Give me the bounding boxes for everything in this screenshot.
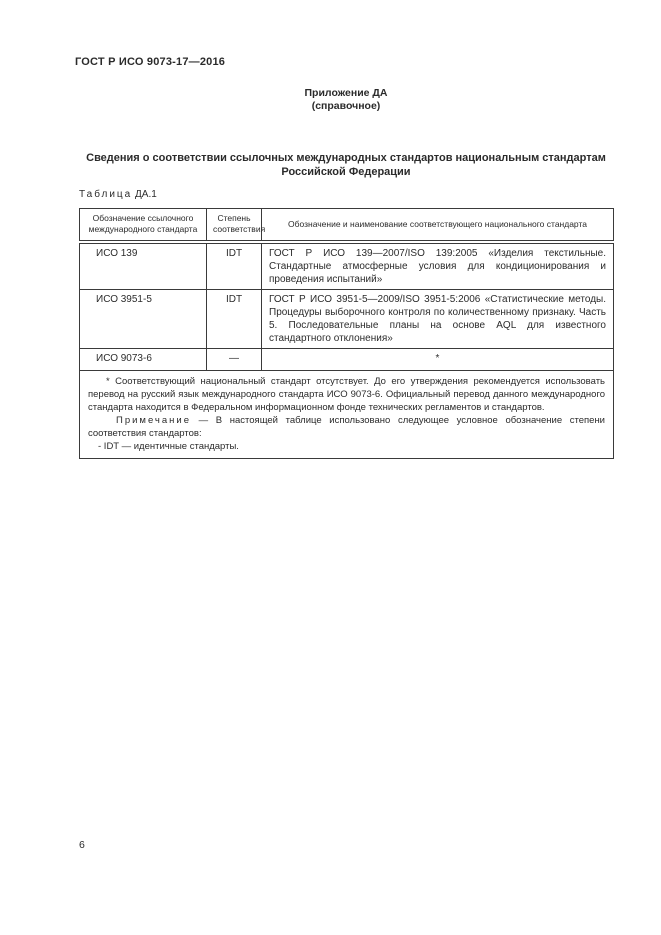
table-caption <box>79 189 157 200</box>
table-caption-word: Таблица <box>79 189 133 200</box>
table-row <box>80 289 614 348</box>
column-header-degree: Степень соответствия <box>207 209 262 242</box>
page-number: 6 <box>79 839 85 851</box>
table-row <box>80 348 614 370</box>
table-footnote-cell <box>80 370 614 458</box>
section-title: Сведения о соответствии ссылочных международных стандартов национальным стандартам Российской Федерации <box>86 152 606 178</box>
annex-label: Приложение ДА <box>304 87 388 99</box>
note-paragraph <box>88 414 605 440</box>
table-footer-row <box>80 370 614 458</box>
cell-degree: IDT <box>207 242 262 290</box>
column-header-reference-standard: Обозначение ссылочного международного стандарта <box>80 209 207 242</box>
cell-degree: — <box>207 348 262 370</box>
column-header-national-standard: Обозначение и наименование соответствующего национального стандарта <box>262 209 614 242</box>
annex-heading <box>79 87 613 113</box>
note-text: — В настоящей таблице использовано следующее условное обозначение степени соответствия стандартов: <box>88 414 605 439</box>
note-item-idt: - IDT — идентичные стандарты. <box>98 440 239 452</box>
cell-reference-standard: ИСО 3951-5 <box>80 289 207 348</box>
cell-national-standard: ГОСТ Р ИСО 3951-5—2009/ISO 3951-5:2006 «Статистические методы. Процедуры выборочного контроля по количественному признаку. Часть 5. Последовательные планы на основе AQL для известного стандартного отклонения» <box>262 289 614 348</box>
table-caption-number: ДА.1 <box>135 189 157 200</box>
cell-reference-standard: ИСО 139 <box>80 242 207 290</box>
cell-national-standard: ГОСТ Р ИСО 139—2007/ISO 139:2005 «Изделия текстильные. Стандартные атмосферные условия для кондиционирования и проведения испытаний» <box>262 242 614 290</box>
annex-type: (справочное) <box>311 100 381 112</box>
standards-correspondence-table <box>79 208 614 459</box>
table-row <box>80 242 614 290</box>
footnote-text: * Соответствующий национальный стандарт отсутствует. До его утверждения рекомендуется использовать перевод на русский язык международного стандарта ИСО 9073-6. Официальный перевод данного международного стандарта находится в Федеральном информационном фонде технических регламентов и стандартов. <box>88 375 605 413</box>
cell-national-standard: * <box>262 348 614 370</box>
document-designation: ГОСТ Р ИСО 9073-17—2016 <box>75 56 226 68</box>
cell-reference-standard: ИСО 9073-6 <box>80 348 207 370</box>
cell-degree: IDT <box>207 289 262 348</box>
note-label: Примечание <box>116 414 191 426</box>
table-header-row <box>80 209 614 242</box>
